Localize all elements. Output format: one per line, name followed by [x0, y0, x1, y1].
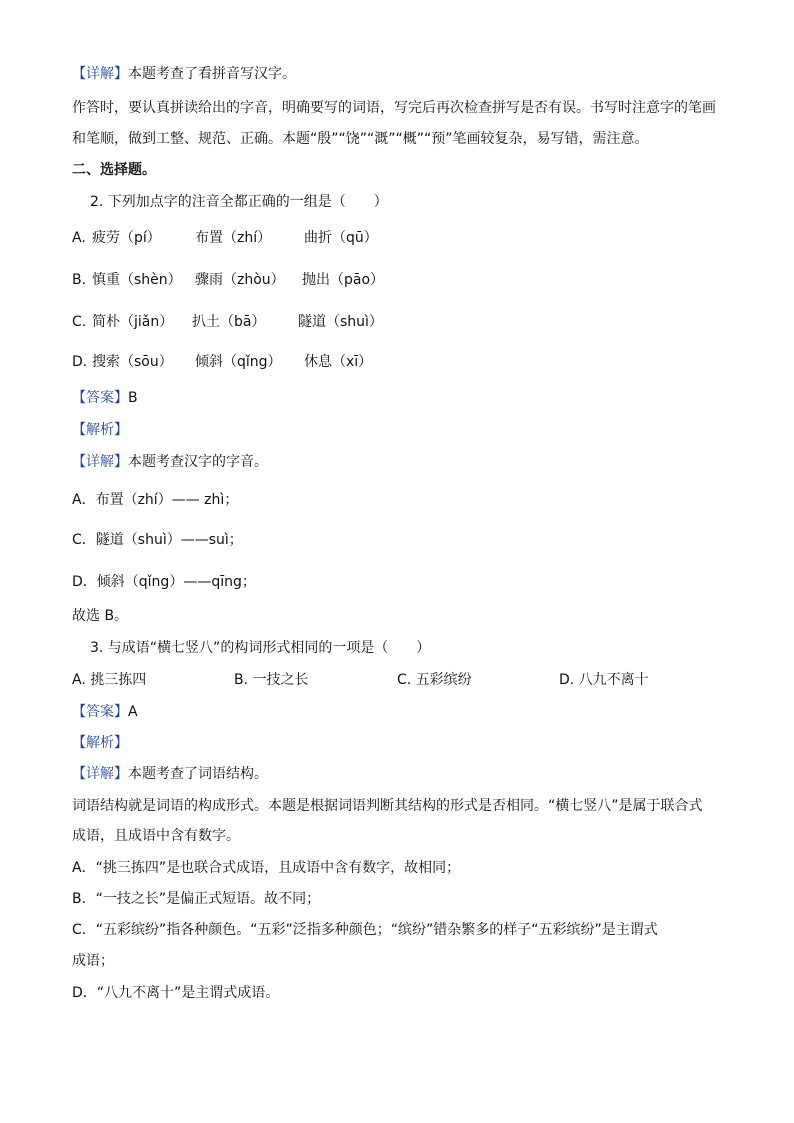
- q3-note-c-line-2: 成语；: [72, 953, 114, 969]
- q1-paragraph-2: 和笔顺，做到工整、规范、正确。本题“殷”“饶”“溉”“概”“预”笔画较复杂，易写错，需注意。: [72, 131, 649, 147]
- q3-note-a: A．“挑三拣四”是也联合式成语，且成语中含有数字，故相同；: [72, 860, 461, 876]
- q2-note-c: C．隧道（shuì）——suì；: [72, 532, 243, 548]
- q1-detail-text: 本题考查了看拼音写汉字。: [128, 66, 296, 82]
- q2-note-d: D．倾斜（qǐng）——qīng；: [72, 574, 256, 590]
- q2-option-c-label: C.: [72, 314, 87, 330]
- q3-option-c: [397, 670, 472, 690]
- q3-option-c-label: C.: [397, 672, 412, 688]
- q2-option-c-item-3: 隧道（shuì）: [298, 314, 383, 330]
- q2-answer-tag: 【答案】: [72, 390, 128, 406]
- q2-option-a-label: A.: [72, 230, 86, 246]
- q2-option-b-item-1: 慎重（shèn）: [92, 272, 182, 288]
- q2-answer-line: [72, 388, 138, 408]
- q2-option-b-label: B.: [72, 272, 87, 288]
- q2-option-c-item-2: 扒土（bā）: [192, 314, 266, 330]
- q2-option-d-label: D.: [72, 354, 88, 370]
- section-title: 二、选择题。: [72, 162, 156, 178]
- q3-option-b-text: 一技之长: [252, 672, 309, 688]
- q2-option-d-item-2: 倾斜（qǐng）: [195, 354, 282, 370]
- q1-detail-line: [72, 64, 296, 84]
- q2-detail-text: 本题考查汉字的字音。: [128, 454, 268, 470]
- q2-option-a-item-3: 曲折（qū）: [304, 230, 378, 246]
- q3-paragraph-2: 成语，且成语中含有数字。: [72, 828, 240, 844]
- q2-stem: 2. 下列加点字的注音全都正确的一组是（ ）: [90, 194, 388, 210]
- q3-option-b: [234, 670, 309, 690]
- q1-detail-tag: 【详解】: [72, 66, 128, 82]
- q3-analysis-tag: 【解析】: [72, 735, 128, 751]
- q2-option-d-item-1: 搜索（sōu）: [92, 354, 173, 370]
- q3-option-d-label: D.: [559, 672, 575, 688]
- q3-note-c-line-1: C．“五彩缤纷”指各种颜色。“五彩”泛指多种颜色；“缤纷”错杂繁多的样子“五彩缤纷”是主谓式: [72, 922, 658, 938]
- q2-note-a: A．布置（zhí）—— zhì；: [72, 492, 239, 508]
- q2-option-d-item-3: 休息（xī）: [304, 354, 373, 370]
- q2-analysis-tag: 【解析】: [72, 422, 128, 438]
- q3-option-d: [559, 670, 649, 690]
- q3-note-b: B．“一技之长”是偏正式短语。故不同；: [72, 891, 321, 907]
- q3-option-a-label: A.: [72, 672, 86, 688]
- q2-option-b-item-2: 骤雨（zhòu）: [195, 272, 285, 288]
- q3-option-c-text: 五彩缤纷: [415, 672, 472, 688]
- q2-option-a-item-1: 疲劳（pí）: [92, 230, 161, 246]
- q3-note-d: D．“八九不离十”是主谓式成语。: [72, 985, 280, 1001]
- q2-option-b-item-3: 抛出（pāo）: [302, 272, 385, 288]
- q3-option-d-text: 八九不离十: [578, 672, 649, 688]
- q3-answer-tag: 【答案】: [72, 704, 128, 720]
- q2-option-a-item-2: 布置（zhí）: [195, 230, 272, 246]
- q2-answer: B: [128, 390, 138, 406]
- q3-detail-tag: 【详解】: [72, 766, 128, 782]
- q3-option-b-label: B.: [234, 672, 249, 688]
- q3-answer-line: [72, 702, 138, 722]
- q3-answer: A: [128, 704, 138, 720]
- q3-detail-text: 本题考查了词语结构。: [128, 766, 268, 782]
- q3-paragraph-1: 词语结构就是词语的构成形式。本题是根据词语判断其结构的形式是否相同。“横七竖八”是属于联合式: [72, 798, 703, 814]
- q2-conclusion: 故选 B。: [72, 608, 129, 624]
- q3-option-a-text: 挑三拣四: [90, 672, 147, 688]
- q1-paragraph-1: 作答时，要认真拼读给出的字音，明确要写的词语，写完后再次检查拼写是否有误。书写时注意字的笔画: [72, 100, 716, 116]
- q2-detail-tag: 【详解】: [72, 454, 128, 470]
- q3-stem: 3. 与成语“横七竖八”的构词形式相同的一项是（ ）: [90, 640, 431, 656]
- q3-option-a: [72, 670, 146, 690]
- q3-detail-line: [72, 764, 268, 784]
- q2-option-c-item-1: 简朴（jiǎn）: [92, 314, 174, 330]
- q2-detail-line: [72, 452, 268, 472]
